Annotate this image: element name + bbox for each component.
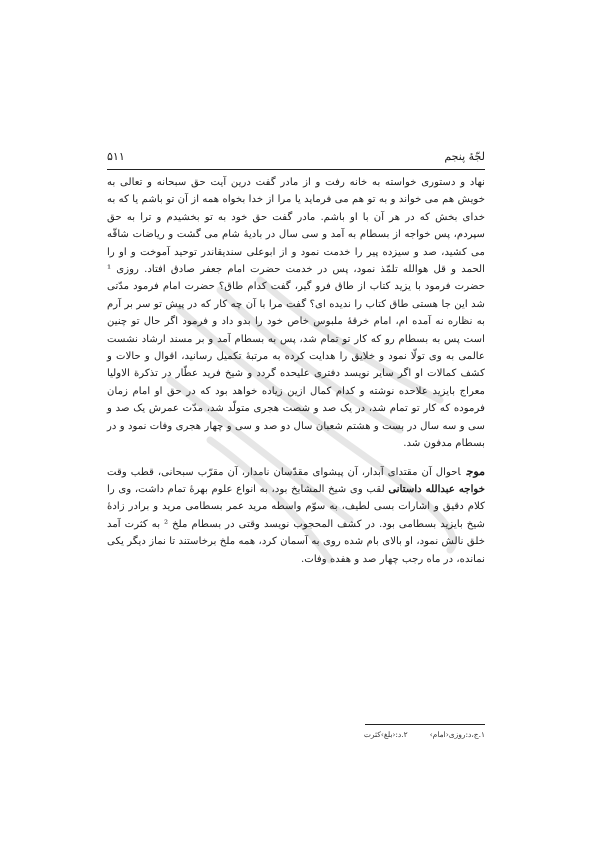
section-lead-word: موج <box>466 464 485 478</box>
main-text <box>107 174 485 568</box>
header-rule <box>107 169 485 170</box>
footnote-rule <box>365 724 485 725</box>
footnote-1: ۱.ج،د:روزی‹امام› <box>429 730 485 739</box>
paragraph-2-text-after: لقب وی شیخ المشایخ بود، به انواع علوم بهرهٔ تمام داشت، وی را کلام دقیق و اشارات بسی لطیف، به سوّم واسطه مرید عمر بسطامی مرید و برادر زادهٔ شیخ بایزید بسطامی بود. در کشف المحجوب نویسد وقتی در بسطام ملخ ² به کثرت آمد خلق نالش نمود، او بالای بام شده روی به آسمان کرد، همه ملخ برخاستند تا نماز دیگر یکی نمانده، در ماه رجب چهار صد و هفده وفات. <box>107 483 485 565</box>
footnote-2: ۲.د:‹بلغ›کثرت <box>363 730 408 739</box>
bold-person-name: خواجه عبدالله داستانی <box>388 482 485 495</box>
paragraph-1: نهاد و دستوری خواسته به خانه رفت و از مادر گفت درین آیت حق سبحانه و تعالی به خویش هم می خواند و به تو هم می فرماید یا مرا از خدا بخواه همه از آن تو باشم یا که به خدای بخش که در هر آن با او باشم. مادر گفت حق خود به تو بخشیدم و ترا به حق سپردم، پس خواجه از بسطام به آمد و سی سال در بادیهٔ شام می گشت و ریاضات شاقّه می کشید، صد و سیزده پیر را خدمت نمود و از ابوعلی سندیقاندر توحید آموخت و او را الحمد و قل هوالله تلمّذ نمود، پس در خدمت حضرت امام جعفر صادق افتاد. روزی ¹ حضرت فرمود با یزید کتاب از طاق فرو گیر، گفت کدام طاق؟ حضرت امام فرمود مدّتی شد این جا هستی طاق کتاب را ندیده ای؟ گفت مرا با آن چه کار که در پیش تو سر بر آرم به نظاره نه آمده ام، امام خرقهٔ ملبوس خاص خود را بدو داد و فرمود اگر حال تو چنین است پس به بسطام رو که کار تو تمام شد، پس به بسطام آمد و بر مسند ارشاد نشست عالمی به وی تولّا نمود و خلایق را هدایت کرده به مرتبهٔ تکمیل رسانید، اقوال و حالات و کشف کمالات او اگر سایر نویسد دفتری علیحده گردد و شیخ فرید عطّار در تذکرة الاولیا معراج بایزید علاحده نوشته و کدام کمال ازین زیاده خواهد بود که در حق او امام زمان فرموده که کار تو تمام شد، در یک صد و شصت هجری متولّد شد، مدّت عمرش یک صد و سی و سه سال در بست و هشتم شعبان سال دو صد و سی و چهار هجری وفات نمود و در بسطام مدفون شد. <box>107 177 485 450</box>
page-header <box>107 150 485 168</box>
paragraph-2 <box>107 463 485 568</box>
footnotes <box>235 730 485 739</box>
chapter-title: لجّهٔ پنجم <box>444 150 485 163</box>
paragraph-2-text-before: احوال آن مقتدای آبدار، آن پیشوای مقدّسان نامدار، آن مقرّب سبحانی، قطب وقت <box>107 466 461 478</box>
page-number: ۵۱۱ <box>107 150 125 163</box>
